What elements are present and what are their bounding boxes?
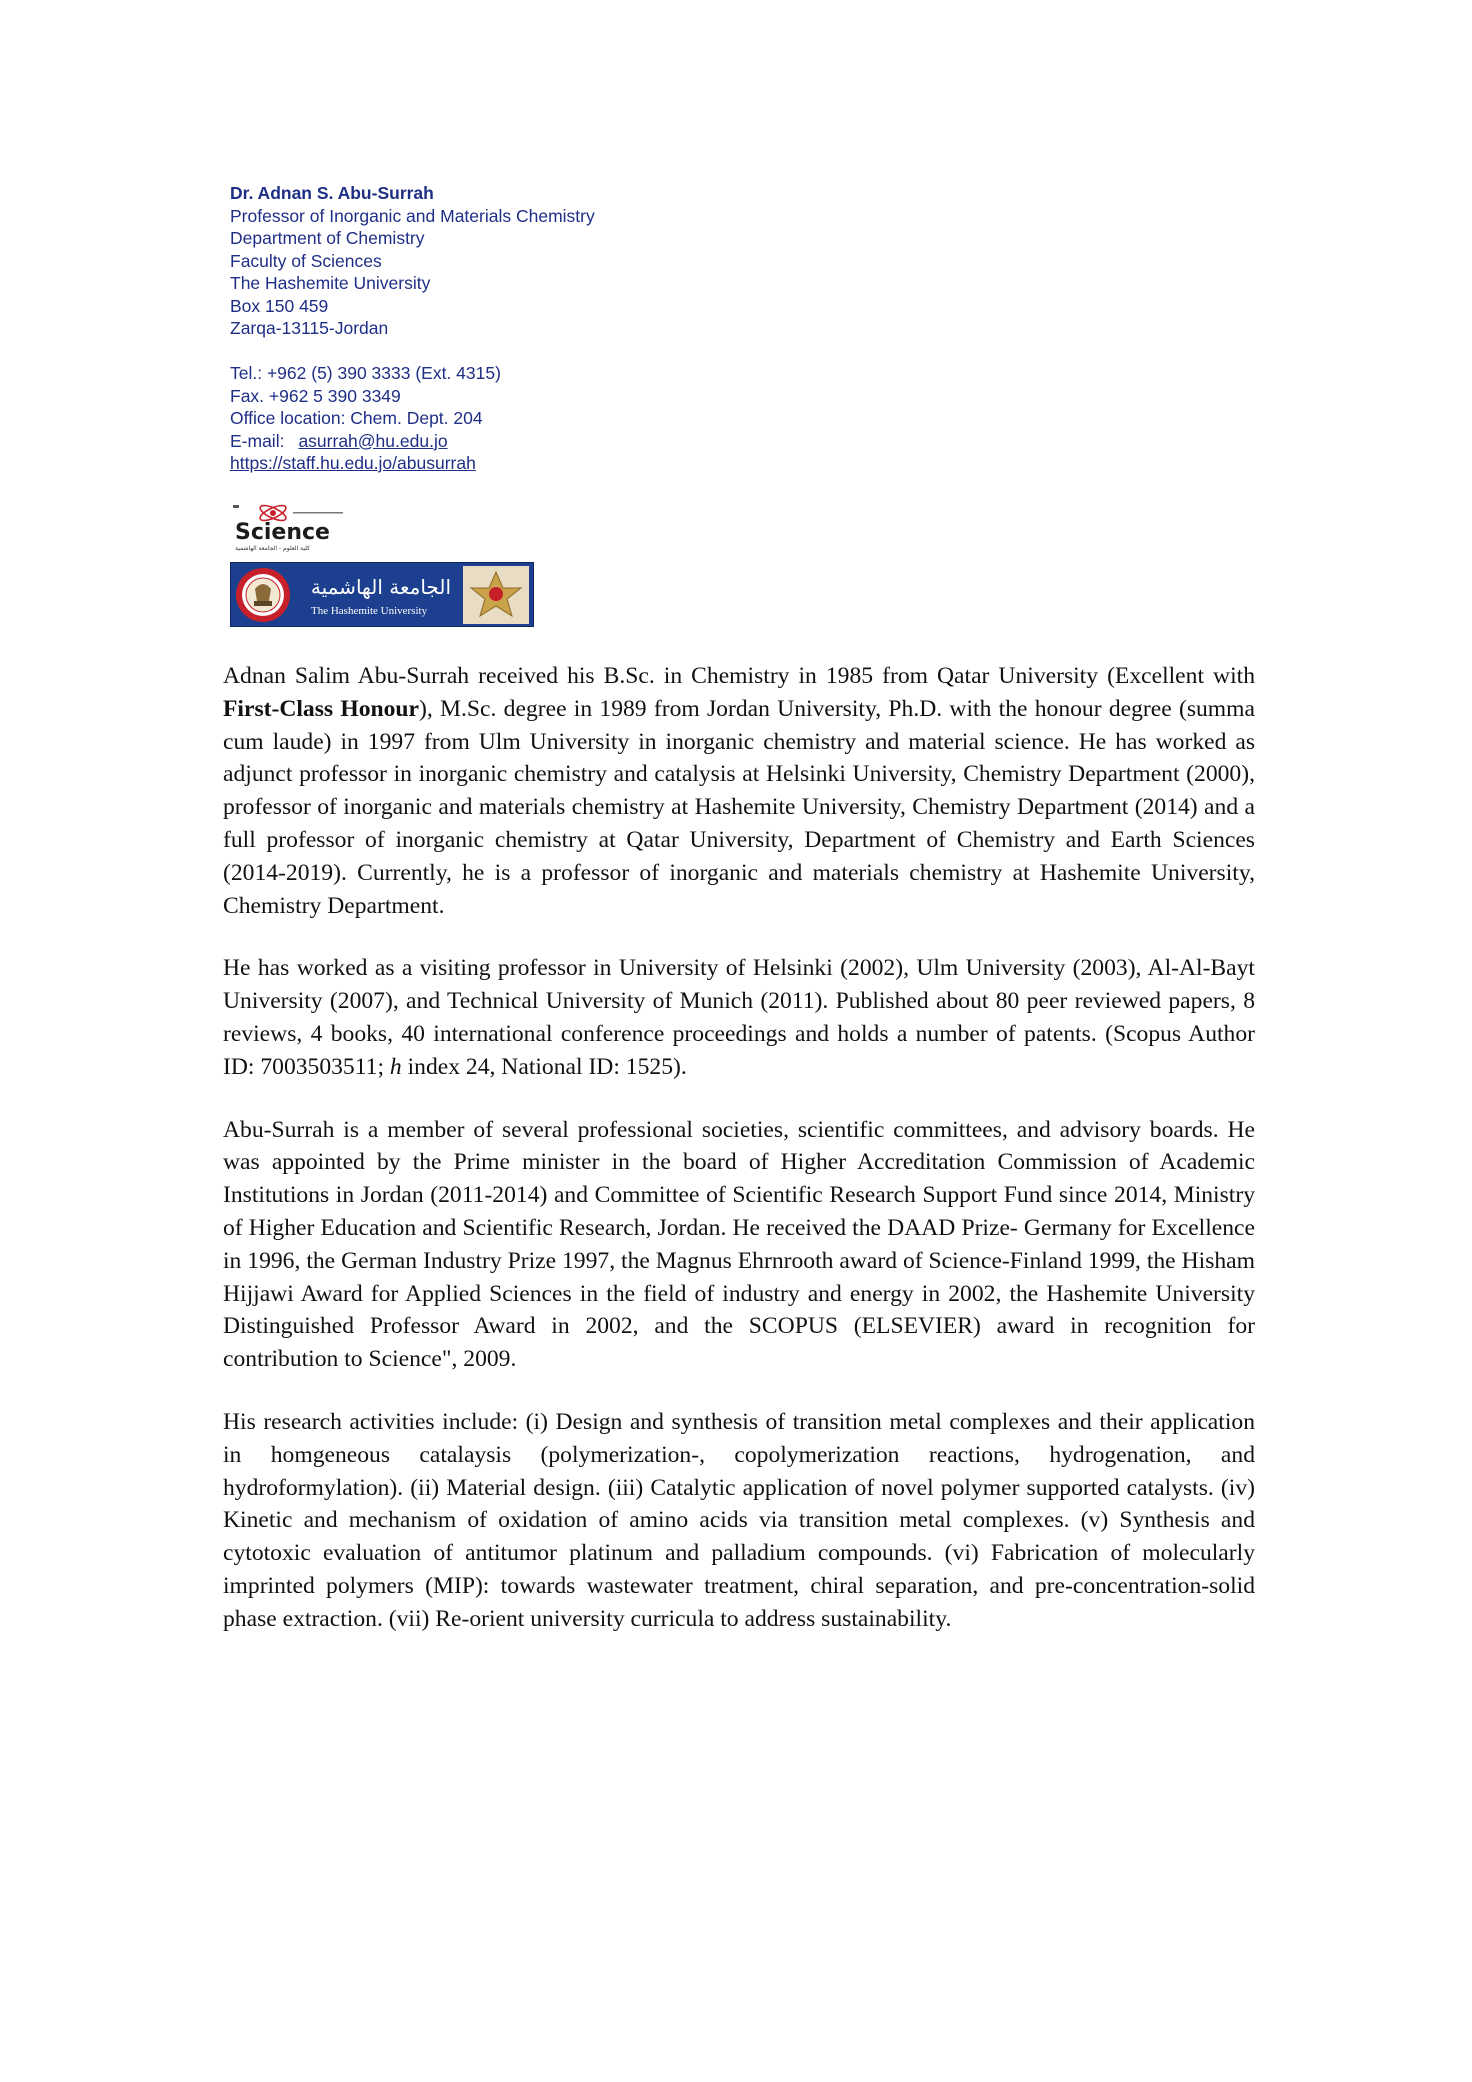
university-seal-icon — [235, 567, 291, 623]
website-link[interactable]: https://staff.hu.edu.jo/abusurrah — [230, 453, 476, 473]
po-box: Box 150 459 — [230, 295, 329, 316]
crest-emblem-icon — [463, 566, 529, 624]
contact-block — [230, 182, 930, 475]
bio-paragraph-memberships: Abu-Surrah is a member of several professional societies, scientific committees, and advisory boards. He was appointed by the Prime minister in the board of Higher Accreditation Commission of Academic Institutions in Jordan (2011-2014) and Committee of Scientific Research Support Fund since 2014, Ministry of Higher Education and Scientific Research, Jordan. He received the DAAD Prize- Germany for Excellence in 1996, the German Industry Prize 1997, the Magnus Ehrnrooth award of Science-Finland 1999, the Hisham Hijjawi Award for Applied Sciences in the field of industry and energy in 2002, the Hashemite University Distinguished Professor Award in 2002, and the SCOPUS (ELSEVIER) award in recognition for contribution to Science", 2009. — [223, 1116, 1255, 1373]
bio-paragraph-research: His research activities include: (i) Design and synthesis of transition metal complexes and their application in homgeneous catalaysis (polymerization-, copolymerization reactions, hydrogenation, and hydroformylation). (ii) Material design. (iii) Catalytic application of novel polymer supported catalysts. (iv) Kinetic and mechanism of oxidation of amino acids via transition metal complexes. (v) Synthesis and cytotoxic evaluation of antitumor platinum and palladium compounds. (vi) Fabrication of molecularly imprinted polymers (MIP): towards wastewater treatment, chiral separation, and pre-concentration-solid phase extraction. (vii) Re-orient university curricula to address sustainability. — [223, 1408, 1255, 1632]
city: Zarqa-13115-Jordan — [230, 318, 389, 338]
science-logo-text: Science — [235, 520, 330, 545]
h-index-italic: h — [389, 1053, 402, 1080]
office-location: Office location: Chem. Dept. 204 — [230, 408, 483, 428]
spacer — [230, 340, 930, 363]
science-logo-subtext: كلية العلوم - الجامعة الهاشمية — [235, 545, 310, 552]
email-link[interactable]: asurrah@hu.edu.jo — [298, 430, 448, 451]
svg-text:الجامعة الهاشمية: الجامعة الهاشمية — [310, 575, 451, 599]
email-label: E-mail: — [230, 430, 285, 451]
department: Department of Chemistry — [230, 228, 425, 248]
bio-paragraph-education: Adnan Salim Abu-Surrah received his B.Sc. in Chemistry in 1985 from Qatar University (Excellent with First-Class Honour), M.Sc. degree in 1989 from Jordan University, Ph.D. with the honour degree (summa cum laude) in 1997 from Ulm University in inorganic chemistry and material science. He has worked as adjunct professor in inorganic chemistry and catalysis at Helsinki University, Chemistry Department (2000), professor of inorganic and materials chemistry at Hashemite University, Chemistry Department (2014) and a full professor of inorganic chemistry at Qatar University, Department of Chemistry and Earth Sciences (2014-2019). Currently, he is a professor of inorganic and materials chemistry at Hashemite University, Chemistry Department. — [223, 663, 1255, 919]
author-name: Dr. Adnan S. Abu-Surrah — [230, 183, 434, 203]
email-row — [230, 430, 930, 453]
university-arabic-name — [303, 571, 453, 601]
honour-bold-text: First-Class Honour — [223, 695, 420, 722]
biography — [223, 660, 1255, 1636]
telephone: Tel.: +962 (5) 390 3333 (Ext. 4315) — [230, 363, 501, 383]
fax: Fax. +962 5 390 3349 — [230, 385, 401, 406]
bio-paragraph-visiting: He has worked as a visiting professor in University of Helsinki (2002), Ulm University (2003), Al-Al-Bayt University (2007), and Technical University of Munich (2011). Published about 80 peer reviewed papers, 8 reviews, 4 books, 40 international conference proceedings and holds a number of patents. (Scopus Author ID: 7003503511; h index 24, National ID: 1525). — [223, 955, 1255, 1080]
faculty: Faculty of Sciences — [230, 250, 382, 271]
website-row — [230, 452, 930, 475]
hashemite-university-banner — [230, 562, 534, 627]
university: The Hashemite University — [230, 273, 431, 293]
author-title: Professor of Inorganic and Materials Chemistry — [230, 205, 595, 226]
science-faculty-logo — [233, 503, 345, 553]
university-english-name: The Hashemite University — [311, 605, 428, 617]
